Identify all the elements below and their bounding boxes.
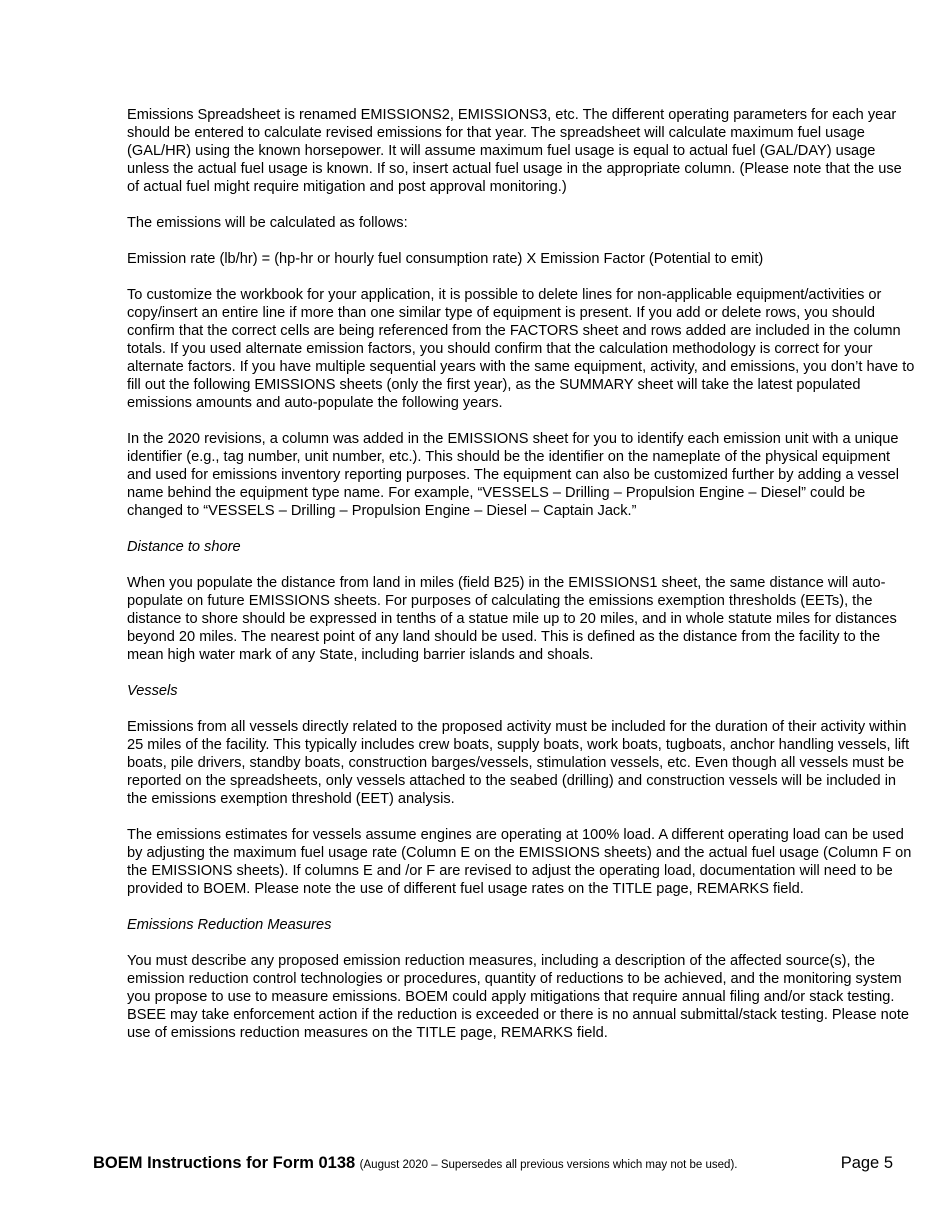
section-heading-vessels: Vessels <box>127 683 178 699</box>
intro-paragraph: Emissions Spreadsheet is renamed EMISSIONS2, EMISSIONS3, etc. The different operating parameters for each year should be entered to calculate revised emissions for that year. The spreadsheet will calculate maximum fuel usage (GAL/HR) using the known horsepower. It will assume maximum fuel usage is equal to actual fuel (GAL/DAY) usage unless the actual fuel usage is known. If so, insert actual fuel usage in the appropriate column. (Please note that the use of actual fuel might require mitigation and post approval monitoring.) <box>127 107 902 195</box>
emission-rate-formula: Emission rate (lb/hr) = (hp-hr or hourly fuel consumption rate) X Emission Factor (Potential to emit) <box>127 251 764 267</box>
distance-to-shore-paragraph: When you populate the distance from land in miles (field B25) in the EMISSIONS1 sheet, the same distance will auto-populate on future EMISSIONS sheets. For purposes of calculating the emissions exemption thresholds (EETs), the distance to shore should be expressed in tenths of a statue mile up to 20 miles, and in whole statute miles for distances beyond 20 miles. The nearest point of any land should be used. This is defined as the distance from the facility to the mean high water mark of any State, including barrier islands and shoals. <box>127 575 897 663</box>
calculation-intro: The emissions will be calculated as follows: <box>127 215 408 231</box>
document-body <box>127 106 917 1060</box>
vessels-paragraph-1: Emissions from all vessels directly related to the proposed activity must be included for the duration of their activity within 25 miles of the facility. This typically includes crew boats, supply boats, work boats, tugboats, anchor handling vessels, lift boats, pile drivers, standby boats, construction barges/vessels, stimulation vessels, etc. Even though all vessels must be reported on the spreadsheets, only vessels attached to the seabed (drilling) and construction vessels will be included in the emissions exemption threshold (EET) analysis. <box>127 719 910 807</box>
vessels-paragraph-2: The emissions estimates for vessels assume engines are operating at 100% load. A different operating load can be used by adjusting the maximum fuel usage rate (Column E on the EMISSIONS sheets) and the actual fuel usage (Column F on the EMISSIONS sheets). If columns E and /or F are revised to adjust the operating load, documentation will need to be provided to BOEM. Please note the use of different fuel usage rates on the TITLE page, REMARKS field. <box>127 827 912 897</box>
customize-workbook-paragraph: To customize the workbook for your application, it is possible to delete lines for non-applicable equipment/activities or copy/insert an entire line if more than one similar type of equipment is present. If you add or delete rows, you should confirm that the correct cells are being referenced from the FACTORS sheet and rows added are included in the column totals. If you used alternate emission factors, you should confirm that the calculation methodology is correct for your alternate factors. If you have multiple sequential years with the same equipment, activity, and emissions, you don’t have to fill out the following EMISSIONS sheets (only the first year), as the SUMMARY sheet will take the latest populated emissions amounts and auto-populate the following years. <box>127 287 915 411</box>
page-footer <box>93 1154 893 1176</box>
section-heading-emissions-reduction: Emissions Reduction Measures <box>127 917 332 933</box>
revisions-2020-paragraph: In the 2020 revisions, a column was added in the EMISSIONS sheet for you to identify each emission unit with a unique identifier (e.g., tag number, unit number, etc.). This should be the identifier on the nameplate of the physical equipment and used for emissions inventory reporting purposes. The equipment can also be customized further by adding a vessel name behind the equipment type name. For example, “VESSELS – Drilling – Propulsion Engine – Diesel” could be changed to “VESSELS – Drilling – Propulsion Engine – Diesel – Captain Jack.” <box>127 431 900 519</box>
footer-title: BOEM Instructions for Form 0138 <box>93 1154 356 1172</box>
footer-note: (August 2020 – Supersedes all previous versions which may not be used). <box>359 1159 738 1171</box>
section-heading-distance-to-shore: Distance to shore <box>127 539 241 555</box>
emissions-reduction-paragraph: You must describe any proposed emission reduction measures, including a description of the affected source(s), the emission reduction control technologies or procedures, quantity of reductions to be achieved, and the monitoring system you propose to use to measure emissions. BOEM could apply mitigations that require annual filing and/or stack testing. BSEE may take enforcement action if the reduction is exceeded or there is no annual submittal/stack testing. Please note use of emissions reduction measures on the TITLE page, REMARKS field. <box>127 953 910 1041</box>
page-number: Page 5 <box>840 1154 893 1172</box>
